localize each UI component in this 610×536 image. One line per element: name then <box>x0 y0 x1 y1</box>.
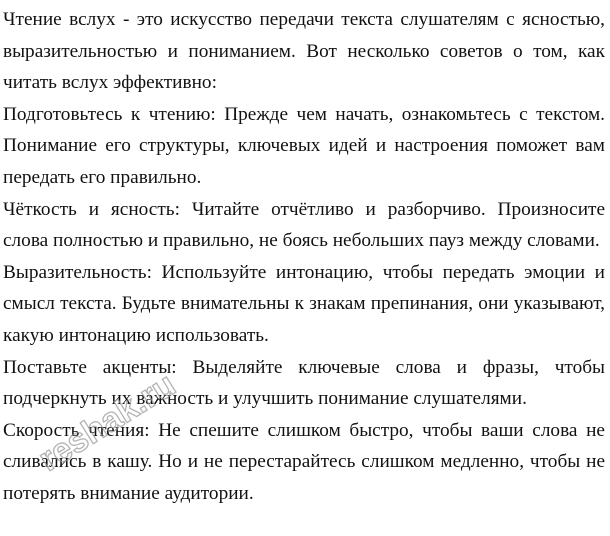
watermark-text: reshak.ru <box>32 365 183 479</box>
paragraph-accents: Поставьте акценты: Выделяйте ключевые слова и фразы, чтобы подчеркнуть их важность и улучшить понимание слушателями. <box>3 356 605 410</box>
paragraph-intro: Чтение вслух - это искусство передачи текста слушателям с ясностью, выразительностью и пониманием. Вот несколько советов о том, как читать вслух эффективно: <box>3 9 605 94</box>
paragraph-preparation: Подготовьтесь к чтению: Прежде чем начать, ознакомьтесь с текстом. Понимание его структуры, ключевых идей и настроения поможет вам передать его правильно. <box>3 103 605 188</box>
paragraph-speed: Скорость чтения: Не спешите слишком быстро, чтобы ваши слова не сливались в кашу. Но и не перестарайтесь слишком медленно, чтобы не потерять внимание аудитории. <box>3 419 605 504</box>
paragraph-expressiveness: Выразительность: Используйте интонацию, чтобы передать эмоции и смысл текста. Будьте внимательны к знакам препинания, они указывают, какую интонацию использовать. <box>3 261 605 346</box>
document-body <box>3 4 605 510</box>
paragraph-clarity: Чёткость и ясность: Читайте отчётливо и разборчиво. Произносите слова полностью и правильно, не боясь небольших пауз между словами. <box>3 198 605 252</box>
